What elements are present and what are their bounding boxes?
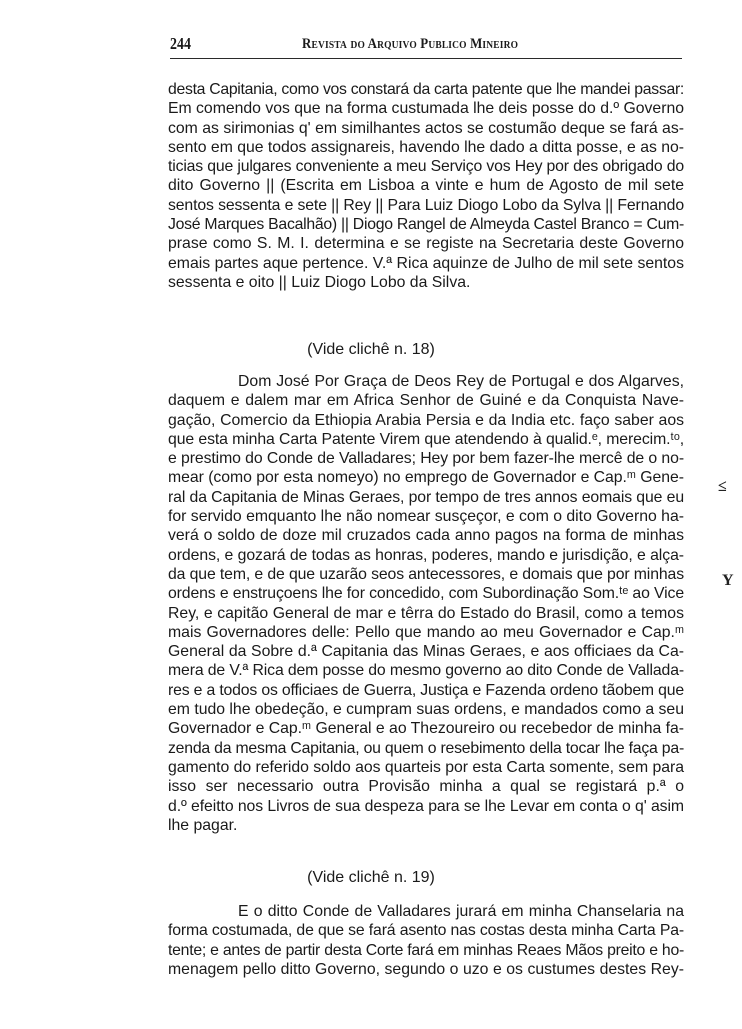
text-line: ordens e enstruçoens lhe for concedido, com Subordinação Som.ᵗᵉ ao Vice: [168, 585, 684, 603]
text-line: for servido emquanto lhe não nomear susçeçor, e com o dito Governo ha-: [168, 508, 684, 526]
text-line: General da Sobre d.ª Capitania das Minas Geraes, e aos officiaes da Ca-: [168, 643, 684, 661]
text-line: isso ser necessario outra Provisão minha a qual se registará p.ª o: [168, 778, 684, 796]
text-line: Dom José Por Graça de Deos Rey de Portugal e dos Algarves,: [238, 373, 684, 390]
figure-reference-18: (Vide clichê n. 18): [307, 341, 435, 358]
text-line: Em comendo vos que na forma custumada lhe deis posse do d.º Governo: [168, 100, 684, 118]
text-line: zenda da mesma Capitania, ou quem o resebimento della tocar lhe faça pa-: [168, 739, 684, 757]
text-line: tente; e antes de partir desta Corte fará em minhas Reaes Mãos preito e ho-: [168, 941, 684, 959]
text-line: que esta minha Carta Patente Virem que atendendo à qualid.ᵉ, merecim.ᵗᵒ,: [168, 430, 684, 448]
paragraph-3: [168, 902, 684, 979]
text-line: gamento do referido soldo aos quarteis por esta Carta somente, sem para: [168, 758, 684, 776]
margin-mark: ≤: [718, 478, 727, 495]
text-line: lhe pagar.: [168, 816, 238, 834]
text-line: mais Governadores delle: Pello que mando ao meu Governador e Cap.ᵐ: [168, 623, 684, 641]
text-line: José Marques Bacalhão) || Diogo Rangel de Almeyda Castel Branco = Cum-: [168, 216, 684, 234]
header-divider: [170, 58, 682, 59]
text-line: ticias que julgares conveniente a meu Serviço vos Hey por des obrigado do: [168, 158, 684, 176]
text-line: mera de V.ª Rica dem posse do mesmo governo ao dito Conde de Vallada-: [168, 662, 684, 680]
text-line: res e a todos os officiaes de Guerra, Justiça e Fazenda ordeno tãobem que: [168, 681, 684, 699]
text-line: dito Governo || (Escrita em Lisboa a vinte e hum de Agosto de mil sete: [168, 177, 684, 195]
page-number: 244: [170, 34, 191, 53]
text-line: emais partes aque pertence. V.ª Rica aquinze de Julho de mil sete sentos: [168, 254, 684, 272]
text-line: ral da Capitania de Minas Geraes, por tempo de tres annos eomais que eu: [168, 488, 684, 506]
text-line: Governador e Cap.ᵐ General e ao Thezoureiro ou recebedor de minha fa-: [168, 720, 684, 738]
text-line: forma costumada, de que se fará asento nas costas desta minha Carta Pa-: [168, 922, 684, 940]
text-line: prase como S. M. I. determina e se registe na Secretaria deste Governo: [168, 235, 684, 253]
text-line: E o ditto Conde de Valladares jurará em minha Chanselaria na: [238, 903, 684, 920]
running-title: Revista do Arquivo Publico Mineiro: [302, 36, 519, 52]
figure-reference-19: (Vide clichê n. 19): [307, 869, 435, 886]
text-line: da que tem, e de que uzarão seos antecessores, e domais que por minhas: [168, 565, 684, 583]
text-line: ordens, e gozará de todas as honras, poderes, mando e jurisdição, e alça-: [168, 546, 685, 564]
text-line: sessenta e oito || Luiz Diogo Lobo da Silva.: [168, 273, 471, 291]
text-line: sentos sessenta e sete || Rey || Para Luiz Diogo Lobo da Sylva || Fernando: [168, 196, 684, 214]
text-line: com as sirimonias q' em similhantes actos se costumão deque se fará as-: [168, 119, 684, 137]
text-line: menagem pello ditto Governo, segundo o uzo e os custumes destes Rey-: [168, 960, 684, 978]
paragraph-2: [168, 372, 684, 835]
text-line: verá o soldo de doze mil cruzados cada anno pagos na forma de minhas: [168, 527, 684, 545]
text-line: d.º efeitto nos Livros de sua despeza para se lhe Levar em conta o q' asim: [168, 797, 684, 815]
text-line: sento em que todos assignareis, havendo lhe dado a ditta posse, e as no-: [168, 138, 684, 156]
margin-mark: Y: [722, 572, 734, 589]
text-line: Rey, e capitão General de mar e têrra do Estado do Brasil, como a temos: [168, 604, 684, 622]
text-line: em tudo lhe obedeção, e cumpram suas ordens, e mandados como a seu: [168, 701, 684, 719]
text-line: gação, Comercio da Ethiopia Arabia Persia e da India etc. faço saber aos: [168, 411, 684, 429]
text-line: e prestimo do Conde de Valladares; Hey por bem fazer-lhe mercê de o no-: [168, 450, 684, 468]
paragraph-1: [168, 80, 684, 292]
text-line: desta Capitania, como vos constará da carta patente que lhe mandei passar:: [168, 81, 684, 98]
text-line: daquem e dalem mar em Africa Senhor de Guiné e da Conquista Nave-: [168, 392, 684, 410]
text-line: mear (como por esta nomeyo) no emprego de Governador e Cap.ᵐ Gene-: [168, 469, 684, 487]
page-header: [170, 34, 682, 56]
